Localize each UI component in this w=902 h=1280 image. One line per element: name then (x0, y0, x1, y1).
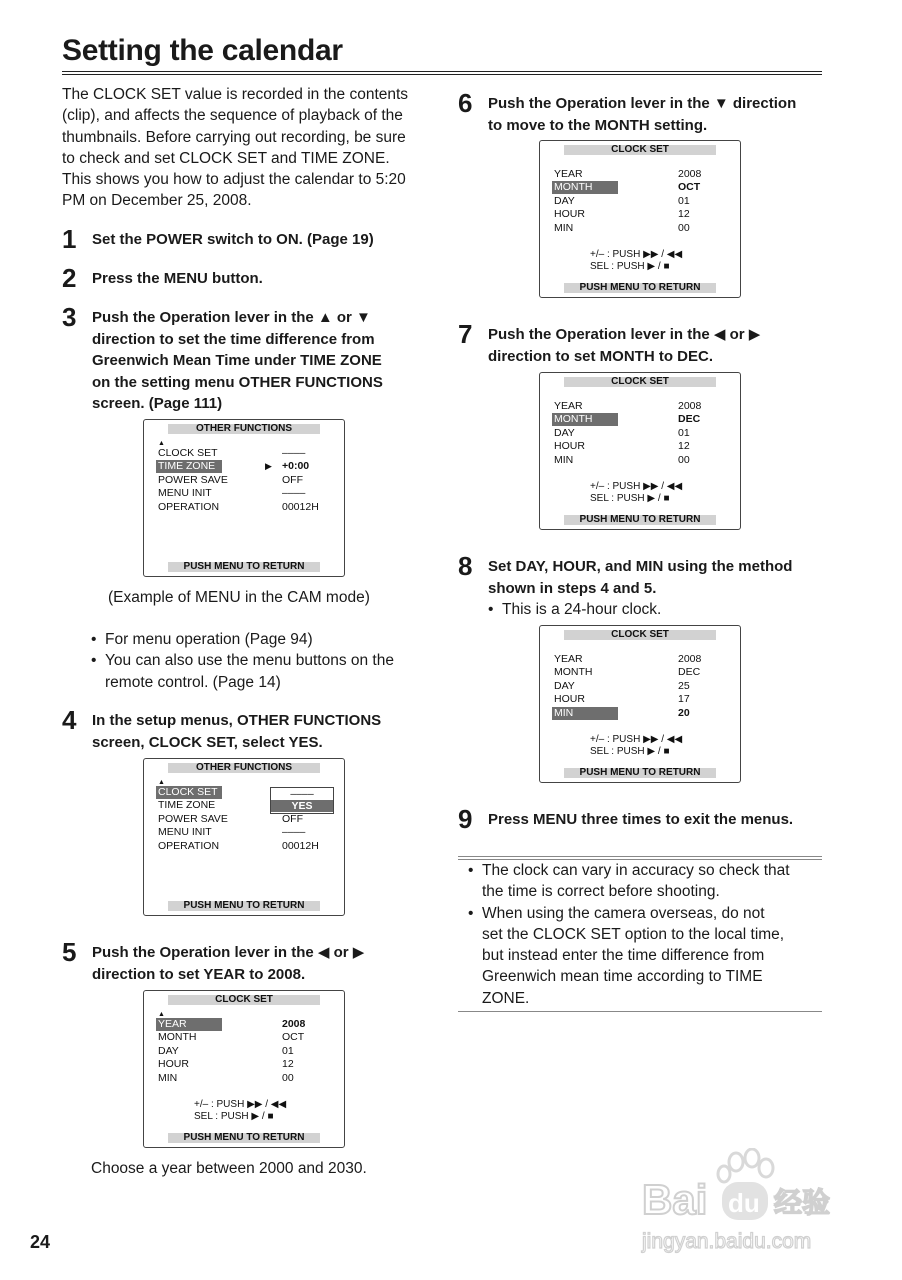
hint-adjust: +/– : PUSH ▶▶ / ◀◀ (590, 481, 683, 492)
step-text: direction to set YEAR to 2008. (92, 965, 306, 983)
menu-value: 01 (282, 1045, 294, 1057)
screen-footer: PUSH MENU TO RETURN (564, 515, 716, 525)
menu-value: OFF (282, 474, 303, 486)
menu-value: 00012H (282, 840, 319, 852)
step-text: to move to the MONTH setting. (488, 116, 708, 134)
note-text: the time is correct before shooting. (482, 883, 720, 901)
watermark-paw-text: du (728, 1188, 760, 1218)
bullet-text: This is a 24-hour clock. (502, 601, 662, 618)
screen-footer: PUSH MENU TO RETURN (564, 283, 716, 293)
menu-row (156, 1045, 332, 1058)
hint-select: SEL : PUSH ▶ / ■ (590, 493, 670, 504)
menu-screen-clockset-year (143, 990, 345, 1148)
watermark-cn: 经验 (774, 1186, 831, 1219)
menu-label: MONTH (554, 666, 593, 678)
watermark-url: jingyan.baidu.com (642, 1230, 812, 1253)
screen-caption: (Example of MENU in the CAM mode) (108, 589, 370, 606)
menu-screen-other-functions-timezone (143, 419, 345, 577)
note-item (468, 860, 818, 903)
hint-select: SEL : PUSH ▶ / ■ (194, 1111, 274, 1122)
option-value-selected: YES (271, 800, 333, 812)
step-number: 3 (62, 302, 77, 332)
menu-label: POWER SAVE (158, 813, 228, 825)
menu-label: TIME ZONE (158, 799, 216, 811)
intro-line: thumbnails. Before carrying out recording, be sure (62, 128, 406, 146)
step-text: direction to set the time difference from (92, 330, 375, 348)
step-9 (458, 806, 793, 832)
step-number: 4 (62, 705, 77, 735)
menu-value: –––– (282, 826, 306, 838)
menu-value: DEC (678, 666, 701, 678)
step-text: Press MENU three times to exit the menus. (488, 811, 794, 828)
menu-label: YEAR (554, 400, 583, 412)
step-5 (62, 939, 364, 985)
bullet-text: You can also use the menu buttons on the (105, 652, 394, 670)
menu-label: MIN (554, 454, 574, 466)
step3-bullets (91, 629, 431, 693)
menu-row (552, 168, 728, 181)
menu-value: 00 (678, 454, 690, 466)
note-text: • The clock can vary in accuracy so check that (482, 862, 790, 879)
menu-screen-other-functions-clockset (143, 758, 345, 916)
menu-value: 17 (678, 693, 690, 705)
step-text: shown in steps 4 and 5. (488, 579, 657, 597)
screen-header: CLOCK SET (564, 630, 716, 640)
screen-header: CLOCK SET (168, 995, 320, 1005)
bullet-text: For menu operation (Page 94) (105, 631, 313, 648)
menu-label: DAY (554, 680, 575, 692)
menu-row (552, 454, 728, 467)
menu-label: MENU INIT (158, 487, 212, 499)
menu-value: OFF (282, 813, 303, 825)
menu-value: 2008 (678, 168, 702, 180)
pointer-right-icon: ▶ (265, 461, 272, 471)
year-range-note: Choose a year between 2000 and 2030. (91, 1160, 367, 1177)
menu-row (552, 680, 728, 693)
menu-value: 25 (678, 680, 690, 692)
step-6 (458, 90, 796, 136)
paw-toe-icon (745, 1149, 759, 1167)
menu-row (156, 1031, 332, 1044)
menu-value: –––– (282, 487, 306, 499)
menu-value: 00 (282, 1072, 294, 1084)
step-3 (62, 304, 383, 415)
intro-line: (clip), and affects the sequence of playback of the (62, 107, 403, 125)
step-text: screen, CLOCK SET, select YES. (92, 733, 323, 751)
note-text: Greenwich mean time according to TIME (482, 968, 763, 986)
menu-row (156, 1018, 332, 1031)
menu-value: 00 (678, 222, 690, 234)
bullet-item (91, 629, 431, 650)
menu-row (156, 1058, 332, 1071)
menu-row (156, 487, 332, 500)
note-item (468, 903, 818, 1009)
menu-row (552, 693, 728, 706)
menu-value: 01 (678, 195, 690, 207)
hint-select: SEL : PUSH ▶ / ■ (590, 261, 670, 272)
step-text: Push the Operation lever in the ▼ direction (488, 95, 797, 112)
screen-header: OTHER FUNCTIONS (168, 424, 320, 434)
menu-label: HOUR (158, 1058, 189, 1070)
step-7 (458, 321, 760, 367)
screen-footer: PUSH MENU TO RETURN (564, 768, 716, 778)
menu-row (552, 208, 728, 221)
menu-row (156, 460, 332, 473)
step-text: Push the Operation lever in the ◀ or ▶ (92, 944, 365, 961)
menu-value: 2008 (678, 400, 702, 412)
menu-label-highlighted: MONTH (552, 413, 618, 426)
screen-footer: PUSH MENU TO RETURN (168, 901, 320, 911)
menu-label: CLOCK SET (158, 447, 218, 459)
menu-value: 01 (678, 427, 690, 439)
menu-label: POWER SAVE (158, 474, 228, 486)
paw-toe-icon (729, 1153, 743, 1171)
menu-label: HOUR (554, 693, 585, 705)
menu-value: 12 (282, 1058, 294, 1070)
step-number: 9 (458, 804, 473, 834)
menu-row (552, 195, 728, 208)
step-text: direction to set MONTH to DEC. (488, 347, 713, 365)
menu-row (552, 413, 728, 426)
note-text: but instead enter the time difference from (482, 947, 765, 965)
menu-value: 00012H (282, 501, 319, 513)
hint-adjust: +/– : PUSH ▶▶ / ◀◀ (590, 734, 683, 745)
clockset-option-box (270, 787, 334, 814)
menu-row (552, 400, 728, 413)
note-text: set the CLOCK SET option to the local time, (482, 925, 785, 943)
menu-row (156, 813, 332, 826)
menu-label-highlighted: TIME ZONE (156, 460, 222, 473)
step-text: Push the Operation lever in the ▲ or ▼ (92, 309, 371, 326)
scroll-up-icon: ▲ (158, 440, 165, 447)
menu-row (156, 1072, 332, 1085)
menu-value: 12 (678, 440, 690, 452)
step-number: 5 (62, 937, 77, 967)
menu-label: DAY (158, 1045, 179, 1057)
menu-label-highlighted: YEAR (156, 1018, 222, 1031)
menu-row (156, 840, 332, 853)
menu-value: +0:00 (282, 460, 310, 472)
step-text: on the setting menu OTHER FUNCTIONS (92, 373, 383, 391)
baidu-jingyan-watermark (636, 1148, 846, 1272)
menu-label: HOUR (554, 440, 585, 452)
bullet-item (91, 650, 431, 693)
hint-adjust: +/– : PUSH ▶▶ / ◀◀ (194, 1099, 287, 1110)
menu-value: OCT (678, 181, 701, 193)
step8-bullets (488, 599, 818, 620)
menu-row (552, 222, 728, 235)
menu-row (552, 666, 728, 679)
bullet-text: remote control. (Page 14) (105, 673, 281, 691)
hint-adjust: +/– : PUSH ▶▶ / ◀◀ (590, 249, 683, 260)
menu-label: MIN (158, 1072, 178, 1084)
menu-label-highlighted: MIN (552, 707, 618, 720)
step-text: Set the POWER switch to ON. (Page 19) (92, 231, 374, 248)
menu-label: DAY (554, 427, 575, 439)
menu-value: 12 (678, 208, 690, 220)
notes-rule-top (458, 856, 822, 857)
step-1 (62, 226, 374, 252)
step-text: Greenwich Mean Time under TIME ZONE (92, 352, 382, 370)
notes-rule-bottom (458, 1011, 822, 1012)
step-number: 7 (458, 319, 473, 349)
page-title: Setting the calendar (62, 34, 343, 67)
option-value: –––– (290, 788, 314, 800)
intro-line: to check and set CLOCK SET and TIME ZONE. (62, 149, 390, 167)
menu-row (552, 707, 728, 720)
step-text: In the setup menus, OTHER FUNCTIONS (92, 712, 382, 729)
menu-value: OCT (282, 1031, 305, 1043)
menu-screen-clockset-month-oct (539, 140, 741, 298)
menu-row (552, 427, 728, 440)
note-text: ZONE. (482, 989, 530, 1007)
notes-list (468, 860, 818, 1009)
menu-value: DEC (678, 413, 701, 425)
menu-label: HOUR (554, 208, 585, 220)
menu-row (156, 501, 332, 514)
step-text: Push the Operation lever in the ◀ or ▶ (488, 326, 761, 343)
screen-footer: PUSH MENU TO RETURN (168, 562, 320, 572)
step-number: 8 (458, 551, 473, 581)
menu-value: –––– (282, 447, 306, 459)
watermark-brand: Bai (642, 1176, 708, 1223)
note-text: • When using the camera overseas, do not (482, 904, 765, 922)
menu-row (156, 447, 332, 460)
bullet-item (488, 599, 818, 620)
intro-line: The CLOCK SET value is recorded in the contents (62, 86, 409, 103)
step-text: screen. (Page 111) (92, 395, 223, 413)
menu-screen-clockset-min (539, 625, 741, 783)
menu-row (552, 181, 728, 194)
menu-label: DAY (554, 195, 575, 207)
menu-label: YEAR (554, 168, 583, 180)
step-8 (458, 553, 792, 599)
menu-label: MONTH (158, 1031, 197, 1043)
intro-line: PM on December 25, 2008. (62, 192, 252, 210)
menu-label: OPERATION (158, 840, 220, 852)
screen-footer: PUSH MENU TO RETURN (168, 1133, 320, 1143)
menu-screen-clockset-month-dec (539, 372, 741, 530)
menu-label-highlighted: MONTH (552, 181, 618, 194)
step-2 (62, 265, 263, 291)
step-text: Press the MENU button. (92, 270, 263, 287)
intro-line: This shows you how to adjust the calendar to 5:20 (62, 171, 406, 189)
step-number: 1 (62, 224, 77, 254)
intro-paragraph (62, 84, 432, 212)
menu-value: 20 (678, 707, 690, 719)
step-4 (62, 707, 381, 753)
screen-header: CLOCK SET (564, 145, 716, 155)
screen-header: CLOCK SET (564, 377, 716, 387)
menu-value: 2008 (678, 653, 702, 665)
screen-header: OTHER FUNCTIONS (168, 763, 320, 773)
page-number: 24 (30, 1232, 51, 1252)
menu-label: MENU INIT (158, 826, 212, 838)
scroll-up-icon: ▲ (158, 779, 165, 786)
title-rule-top (62, 71, 822, 72)
menu-value: 2008 (282, 1018, 306, 1030)
step-number: 6 (458, 88, 473, 118)
menu-label: MIN (554, 222, 574, 234)
title-rule-bottom (62, 74, 822, 75)
menu-row (552, 653, 728, 666)
menu-row (156, 474, 332, 487)
menu-row (156, 826, 332, 839)
step-number: 2 (62, 263, 77, 293)
menu-row (552, 440, 728, 453)
paw-toe-icon (718, 1166, 730, 1182)
menu-label: OPERATION (158, 501, 220, 513)
step-text: Set DAY, HOUR, and MIN using the method (488, 558, 793, 575)
menu-label-highlighted: CLOCK SET (156, 786, 222, 799)
scroll-up-icon: ▲ (158, 1011, 165, 1018)
hint-select: SEL : PUSH ▶ / ■ (590, 746, 670, 757)
paw-toe-icon (759, 1159, 773, 1177)
menu-label: YEAR (554, 653, 583, 665)
